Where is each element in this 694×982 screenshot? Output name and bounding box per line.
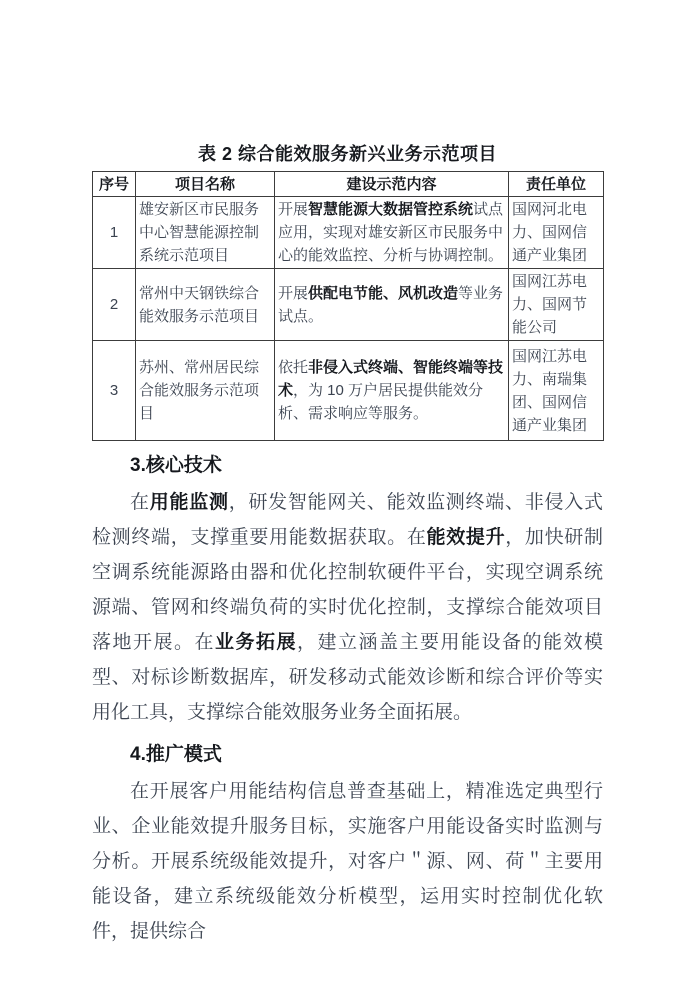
table-header-row bbox=[93, 172, 604, 197]
cell-project-name: 常州中天钢铁综合能效服务示范项目 bbox=[136, 269, 275, 341]
col-header-no: 序号 bbox=[93, 172, 136, 197]
bold-text-segment: 非侵入式终端、智能终端等技术 bbox=[278, 359, 504, 399]
projects-table bbox=[92, 171, 604, 441]
text-segment: ，建立涵盖主要用能设备的能效模型、对标诊断数据库，研发移动式能效诊断和综合评价等实用化工具，支撑综合能效服务业务全面拓展。 bbox=[92, 632, 603, 723]
table-row bbox=[93, 269, 604, 341]
bold-text-segment: 用能监测 bbox=[149, 492, 229, 513]
col-header-responsible-unit: 责任单位 bbox=[509, 172, 604, 197]
col-header-project-name: 项目名称 bbox=[136, 172, 275, 197]
cell-responsible-unit: 国网河北电力、国网信通产业集团 bbox=[509, 197, 604, 269]
paragraph-promotion: 在开展客户用能结构信息普查基础上，精准选定典型行业、企业能效提升服务目标，实施客户用能设备实时监测与分析。开展系统级能效提升，对客户＂源、网、荷＂主要用能设备，建立系统级能效分析模型，运用实时控制优化软件，提供综合 bbox=[92, 781, 603, 942]
text-segment: ，加快研制空调系统能源路由器和优化控制软硬件平台，实现空调系统源端、管网和终端负荷的实时优化控制，支撑综合能效项目落地开展。在 bbox=[92, 527, 603, 653]
bold-text-segment: 智慧能源大数据管控系统 bbox=[308, 201, 474, 218]
col-header-demo-content: 建设示范内容 bbox=[275, 172, 509, 197]
bold-text-segment: 业务拓展 bbox=[215, 632, 297, 653]
cell-no: 3 bbox=[93, 341, 136, 441]
bold-text-segment: 能效提升 bbox=[426, 527, 506, 548]
cell-project-name: 苏州、常州居民综合能效服务示范项目 bbox=[136, 341, 275, 441]
bold-text-segment: 供配电节能、风机改造 bbox=[308, 284, 459, 302]
table-row bbox=[93, 341, 604, 441]
section-heading-promotion: 4.推广模式 bbox=[130, 744, 222, 765]
table-row bbox=[93, 197, 604, 269]
text-segment: ，为 10 万户居民提供能效分析、需求响应等服务。 bbox=[278, 382, 484, 422]
text-segment: ，研发智能网关、能效监测终端、非侵入式检测终端，支撑重要用能数据获取。在 bbox=[92, 492, 603, 548]
cell-responsible-unit: 国网江苏电力、南瑞集团、国网信通产业集团 bbox=[509, 341, 604, 441]
text-segment: 等业务试点。 bbox=[278, 284, 504, 325]
cell-no: 1 bbox=[93, 197, 136, 269]
text-segment: 试点应用，实现对雄安新区市民服务中心的能效监控、分析与协调控制。 bbox=[278, 201, 504, 264]
cell-demo-content bbox=[275, 341, 509, 441]
table-caption: 表 2 综合能效服务新兴业务示范项目 bbox=[197, 144, 497, 164]
cell-responsible-unit: 国网江苏电力、国网节能公司 bbox=[509, 269, 604, 341]
text-segment: 依托 bbox=[278, 359, 309, 376]
cell-demo-content bbox=[275, 269, 509, 341]
cell-no: 2 bbox=[93, 269, 136, 341]
paragraph-core-tech bbox=[92, 485, 603, 730]
cell-demo-content bbox=[275, 197, 509, 269]
text-segment: 在 bbox=[130, 492, 150, 513]
text-segment: 开展 bbox=[278, 201, 309, 218]
document-content bbox=[92, 140, 603, 949]
text-segment: 开展 bbox=[278, 284, 309, 302]
section-heading-core-tech: 3.核心技术 bbox=[130, 455, 222, 476]
cell-project-name: 雄安新区市民服务中心智慧能源控制系统示范项目 bbox=[136, 197, 275, 269]
